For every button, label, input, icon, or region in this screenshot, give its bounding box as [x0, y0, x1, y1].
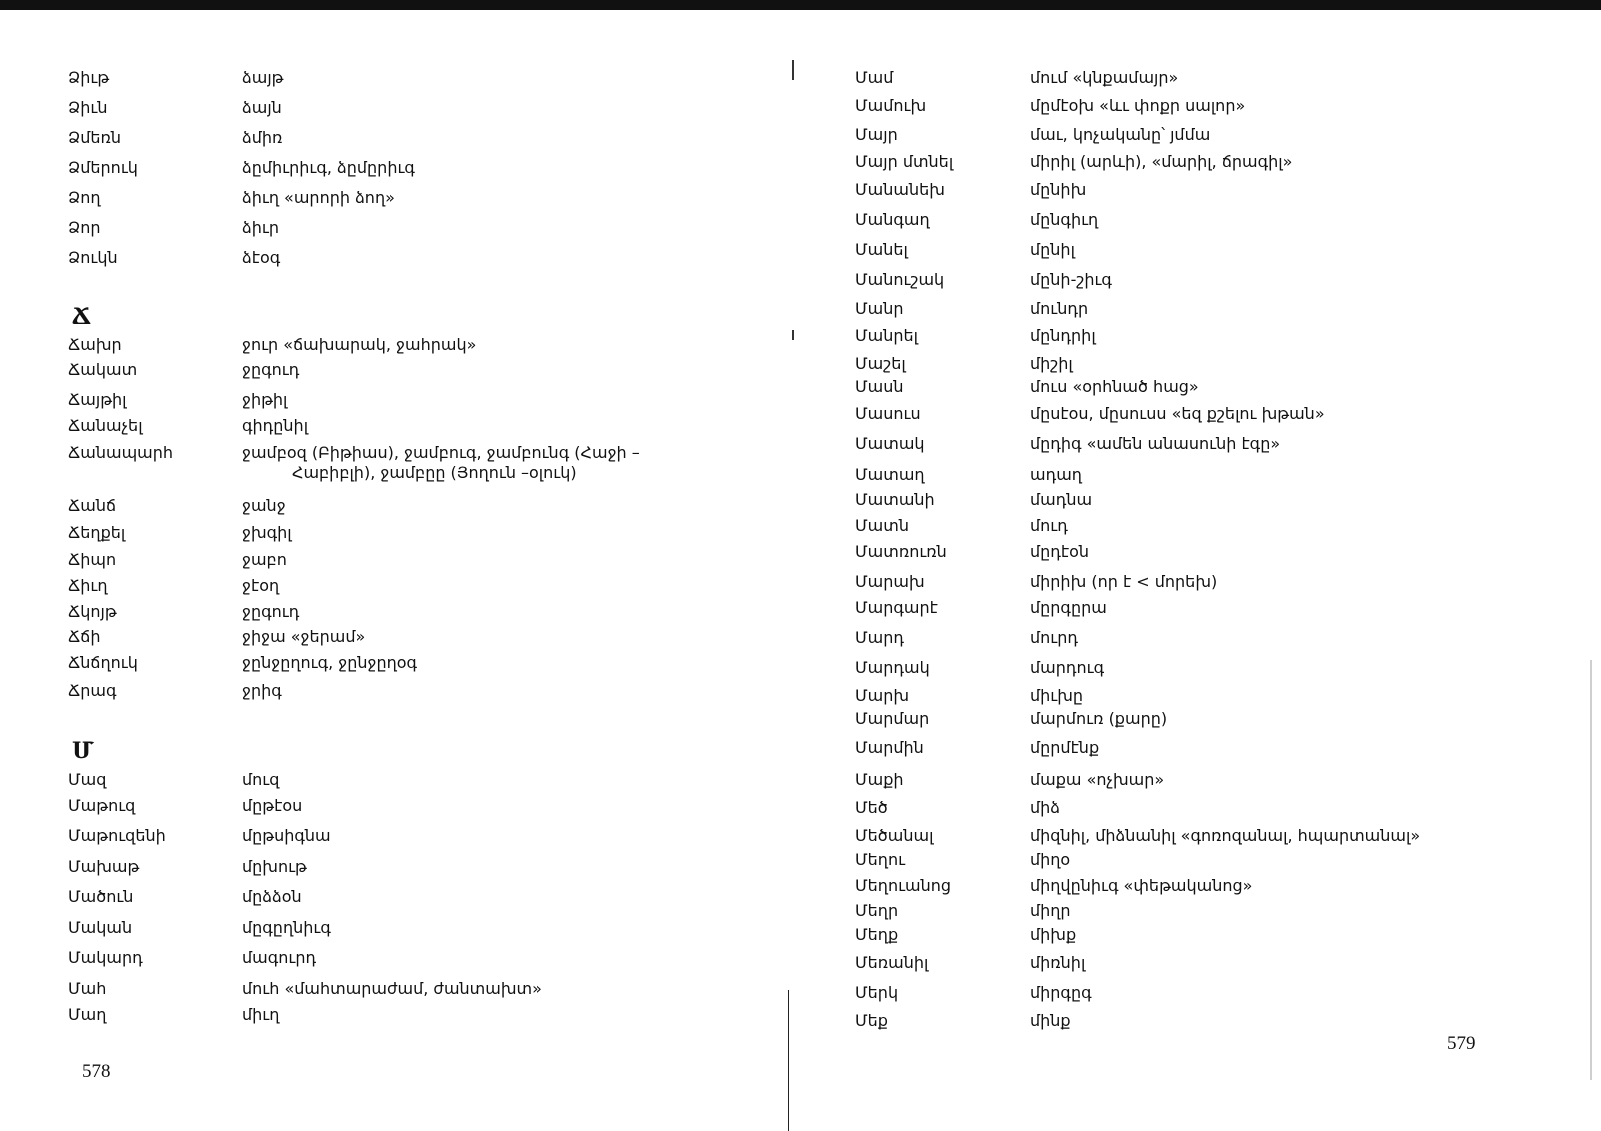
entry-dialect-form [1030, 516, 1068, 536]
entry-dialect-text: մըթսիգնա [242, 826, 331, 845]
entry-dialect-text: մուհ «մահտարաժամ, ժանտախտ» [242, 979, 542, 998]
entry-dialect-form [1030, 953, 1085, 973]
entry-dialect-text: մըգըղնիւգ [242, 918, 331, 937]
entry-dialect-text: ջըգուդ [242, 602, 300, 621]
entry-headword: Մամուխ [855, 96, 927, 115]
entry-dialect-text: ջիջա «ջերամ» [242, 627, 366, 646]
entry-dialect-text: ջանջ [242, 496, 286, 515]
entry-dialect-text: մըդիգ «ամեն անասունի էգը» [1030, 434, 1281, 453]
entry-dialect-text: միրիխ (որ է < մորեխ) [1030, 572, 1218, 591]
entry-headword: Մայր [855, 125, 898, 144]
entry-headword: Մարդ [855, 628, 904, 647]
entry-headword: Ճայթիլ [68, 390, 127, 409]
entry-dialect-form [1030, 270, 1112, 290]
entry-headword: Մեղր [855, 901, 899, 920]
entry-headword: Ճախր [68, 335, 122, 354]
entry-dialect-text: գիդընիլ [242, 416, 309, 435]
entry-dialect-form [1030, 152, 1292, 172]
entry-headword: Մասուս [855, 404, 921, 423]
entry-dialect-text: մըմէօխ «ևւ փոքր սալոր» [1030, 96, 1246, 115]
entry-headword: Մարմին [855, 738, 924, 757]
entry-headword: Մայր մտնել [855, 152, 954, 171]
entry-dialect-text: մուդ [1030, 516, 1068, 535]
entry-dialect-text: մըխութ [242, 857, 307, 876]
entry-dialect-form [242, 416, 308, 436]
entry-dialect-form [242, 887, 302, 907]
entry-dialect-form [1030, 709, 1167, 729]
entry-dialect-text: միզնիլ, միձնանիլ «գոռոզանալ, հպարտանալ» [1030, 826, 1421, 845]
entry-dialect-form [1030, 377, 1199, 397]
entry-dialect-form [242, 496, 286, 516]
entry-headword: Մատաղ [855, 465, 925, 484]
entry-dialect-form [242, 770, 279, 790]
entry-dialect-text: մըթէօս [242, 796, 303, 815]
entry-headword: Մեղու [855, 850, 906, 869]
entry-dialect-form [1030, 738, 1099, 758]
entry-dialect-text: մարմուռ (քարը) [1030, 709, 1168, 728]
entry-headword: Մանրել [855, 326, 919, 345]
entry-dialect-text: ջաբո [242, 550, 287, 569]
entry-dialect-form [242, 627, 365, 647]
gutter-mark [792, 330, 794, 340]
entry-headword: Մեծ [855, 798, 888, 817]
entry-headword: Մանուշակ [855, 270, 945, 289]
entry-dialect-text: մընի-շիւգ [1030, 270, 1112, 289]
entry-dialect-text: ձէօգ [242, 248, 281, 267]
entry-headword: Ճրագ [68, 681, 117, 700]
entry-dialect-form [1030, 770, 1164, 790]
entry-dialect-text: միղօ [1030, 850, 1071, 869]
entry-dialect-text: մըսէօս, մըսուսս «եզ քշելու խթան» [1030, 404, 1325, 423]
entry-headword: Մարմար [855, 709, 930, 728]
entry-dialect-text: մընիլ [1030, 240, 1075, 259]
entry-dialect-form [1030, 180, 1086, 200]
entry-dialect-form [1030, 96, 1245, 116]
left-page-number: 578 [82, 1061, 111, 1082]
entry-dialect-form [1030, 983, 1092, 1003]
entry-dialect-text: մընդրիլ [1030, 326, 1096, 345]
entry-headword: Մատռուռն [855, 542, 947, 561]
entry-dialect-form [1030, 68, 1178, 88]
entry-dialect-text: ջընջըղուգ, ջընջըղօգ [242, 653, 418, 672]
entry-dialect-form [1030, 901, 1071, 921]
entry-headword: Մեռանիլ [855, 953, 929, 972]
entry-dialect-form [242, 523, 292, 543]
entry-dialect-form [242, 128, 282, 148]
scan-right-edge [1590, 660, 1592, 1080]
entry-headword: Ձմերուկ [68, 158, 138, 177]
entry-headword: Մարգարէ [855, 598, 938, 617]
entry-dialect-text: ձիւղ «արորի ձող» [242, 188, 395, 207]
entry-dialect-text: մունդր [1030, 299, 1089, 318]
entry-dialect-text: միձ [1030, 798, 1061, 817]
entry-dialect-form [242, 443, 640, 483]
gutter-mark [792, 60, 794, 80]
entry-headword: Մասն [855, 377, 904, 396]
entry-dialect-form [1030, 658, 1104, 678]
entry-headword: Մեղք [855, 925, 899, 944]
entry-dialect-form [1030, 1011, 1071, 1031]
entry-dialect-form [242, 390, 287, 410]
entry-headword: Մերկ [855, 983, 899, 1002]
entry-dialect-form [242, 979, 542, 999]
entry-dialect-form [1030, 465, 1082, 485]
entry-dialect-text: ջխգիլ [242, 523, 292, 542]
letter-heading: Ճ [72, 304, 91, 330]
entry-dialect-form [242, 360, 299, 380]
entry-dialect-form [242, 857, 307, 877]
entry-dialect-form [1030, 125, 1210, 145]
entry-dialect-form [242, 653, 417, 673]
entry-dialect-text: միղվընիւգ «փեթականոց» [1030, 876, 1253, 895]
entry-headword: Ճեղքել [68, 523, 126, 542]
entry-headword: Մածուն [68, 887, 134, 906]
entry-dialect-form [1030, 572, 1217, 592]
entry-dialect-form [1030, 490, 1092, 510]
entry-dialect-form [1030, 826, 1420, 846]
entry-headword: Մանել [855, 240, 908, 259]
entry-dialect-form [1030, 850, 1070, 870]
entry-dialect-form [1030, 299, 1088, 319]
entry-dialect-form [1030, 404, 1325, 424]
entry-dialect-form [242, 948, 316, 968]
entry-headword: Ճիպո [68, 550, 117, 569]
entry-dialect-text: ջուր «ճախարակ, ջահրակ» [242, 335, 477, 354]
entry-headword: Ճանճ [68, 496, 117, 515]
entry-headword: Ճանաչել [68, 416, 143, 435]
entry-headword: Մանանեխ [855, 180, 945, 199]
entry-dialect-text: մուզ [242, 770, 280, 789]
entry-dialect-form [1030, 542, 1089, 562]
entry-dialect-text: ձըմիւրիւգ, ձըմըրիւգ [242, 158, 415, 177]
scan-top-edge [0, 0, 1601, 10]
entry-headword: Ճնճղուկ [68, 653, 138, 672]
entry-dialect-text: մըդէօն [1030, 542, 1090, 561]
entry-dialect-text: մընիխ [1030, 180, 1087, 199]
entry-dialect-text: ջամբօզ (Բիթիաս), ջամբուգ, ջամբունգ (Հաջի – [242, 443, 640, 462]
entry-headword: Մեք [855, 1011, 888, 1030]
entry-dialect-form [242, 158, 415, 178]
entry-headword: Ճիւղ [68, 576, 108, 595]
page-fold-line [788, 990, 789, 1131]
entry-headword: Մաքի [855, 770, 904, 789]
entry-headword: Մատանի [855, 490, 935, 509]
entry-headword: Մարդակ [855, 658, 930, 677]
entry-dialect-text: ջըգուդ [242, 360, 300, 379]
entry-headword: Ճճի [68, 627, 101, 646]
entry-dialect-text: մագուրդ [242, 948, 317, 967]
entry-headword: Մամ [855, 68, 894, 87]
entry-headword: Ճանապարհ [68, 443, 174, 462]
entry-headword: Մահ [68, 979, 107, 998]
entry-dialect-text: մըրմէնք [1030, 738, 1100, 757]
entry-dialect-form [1030, 876, 1252, 896]
entry-dialect-form [1030, 240, 1075, 260]
entry-dialect-text: մադնա [1030, 490, 1093, 509]
entry-dialect-text: ձիւր [242, 218, 279, 237]
entry-dialect-form [242, 98, 282, 118]
entry-dialect-form [242, 826, 331, 846]
entry-headword: Մարխ [855, 686, 910, 705]
entry-headword: Ճկոյթ [68, 602, 117, 621]
entry-dialect-text: մըձձօն [242, 887, 302, 906]
entry-headword: Մաթուզենի [68, 826, 166, 845]
letter-heading: Մ [72, 738, 94, 764]
entry-dialect-text: մաւ, կոչականը՝ յմմա [1030, 125, 1211, 144]
entry-dialect-text: մում «կնքամայր» [1030, 68, 1179, 87]
entry-dialect-text: միւղ [242, 1005, 280, 1024]
entry-dialect-form [1030, 210, 1098, 230]
entry-headword: Ձող [68, 188, 101, 207]
entry-dialect-text: միշիլ [1030, 354, 1073, 373]
entry-headword: Մատակ [855, 434, 925, 453]
right-page-number: 579 [1447, 1033, 1476, 1054]
entry-dialect-text: ձայն [242, 98, 282, 117]
entry-headword: Ձոր [68, 218, 101, 237]
entry-dialect-text: մինք [1030, 1011, 1071, 1030]
entry-headword: Մաշել [855, 354, 906, 373]
entry-dialect-text: մուրդ [1030, 628, 1078, 647]
entry-dialect-form [1030, 326, 1096, 346]
entry-headword: Մարախ [855, 572, 925, 591]
entry-dialect-form [242, 796, 302, 816]
entry-dialect-form [1030, 598, 1107, 618]
entry-dialect-text: ջրիգ [242, 681, 282, 700]
entry-headword: Ձմեռն [68, 128, 122, 147]
entry-headword: Մաղ [68, 1005, 107, 1024]
entry-dialect-text: միրիլ (արևի), «մարիլ, ճրագիլ» [1030, 152, 1293, 171]
entry-dialect-form [242, 576, 279, 596]
entry-headword: Մական [68, 918, 133, 937]
entry-dialect-form [1030, 434, 1280, 454]
entry-dialect-form [1030, 798, 1060, 818]
entry-dialect-text: ջիթիլ [242, 390, 288, 409]
entry-dialect-text: միւխը [1030, 686, 1084, 705]
entry-dialect-form [242, 550, 287, 570]
entry-dialect-text: միռնիլ [1030, 953, 1086, 972]
entry-dialect-text: միղր [1030, 901, 1071, 920]
entry-headword: Մաթուզ [68, 796, 136, 815]
entry-dialect-form [242, 1005, 279, 1025]
entry-dialect-form [1030, 925, 1076, 945]
entry-headword: Մազ [68, 770, 107, 789]
entry-headword: Մախաթ [68, 857, 140, 876]
entry-dialect-form [1030, 354, 1073, 374]
entry-dialect-text: միխք [1030, 925, 1077, 944]
entry-headword: Ճակատ [68, 360, 138, 379]
entry-dialect-form [242, 335, 476, 355]
entry-dialect-continuation: Հաբիբլի), ջամբըը (Յողուն –օլուկ) [292, 463, 577, 482]
entry-headword: Ձուկն [68, 248, 118, 267]
entry-dialect-form [242, 602, 299, 622]
entry-dialect-text: մընգիւղ [1030, 210, 1099, 229]
entry-headword: Մեղուանոց [855, 876, 952, 895]
entry-dialect-form [1030, 628, 1078, 648]
entry-dialect-text: ձայթ [242, 68, 284, 87]
entry-dialect-form [242, 68, 283, 88]
entry-headword: Մատն [855, 516, 909, 535]
entry-headword: Մանր [855, 299, 904, 318]
entry-dialect-text: մըրգըրա [1030, 598, 1107, 617]
entry-headword: Մակարդ [68, 948, 143, 967]
entry-dialect-text: մաքա «ոչխար» [1030, 770, 1165, 789]
entry-dialect-text: ադաղ [1030, 465, 1082, 484]
entry-dialect-text: մուս «օրհնած հաց» [1030, 377, 1199, 396]
entry-dialect-form [242, 218, 279, 238]
entry-dialect-text: ջէօղ [242, 576, 280, 595]
entry-dialect-form [1030, 686, 1083, 706]
entry-dialect-form [242, 918, 331, 938]
entry-dialect-form [242, 188, 395, 208]
entry-headword: Ձիւն [68, 98, 108, 117]
entry-headword: Մեծանալ [855, 826, 934, 845]
entry-headword: Մանգաղ [855, 210, 930, 229]
entry-dialect-form [242, 248, 280, 268]
entry-dialect-form [242, 681, 282, 701]
entry-dialect-text: միրգըգ [1030, 983, 1092, 1002]
entry-dialect-text: մարդուգ [1030, 658, 1105, 677]
entry-dialect-text: ձմիռ [242, 128, 283, 147]
entry-headword: Ձիւթ [68, 68, 110, 87]
